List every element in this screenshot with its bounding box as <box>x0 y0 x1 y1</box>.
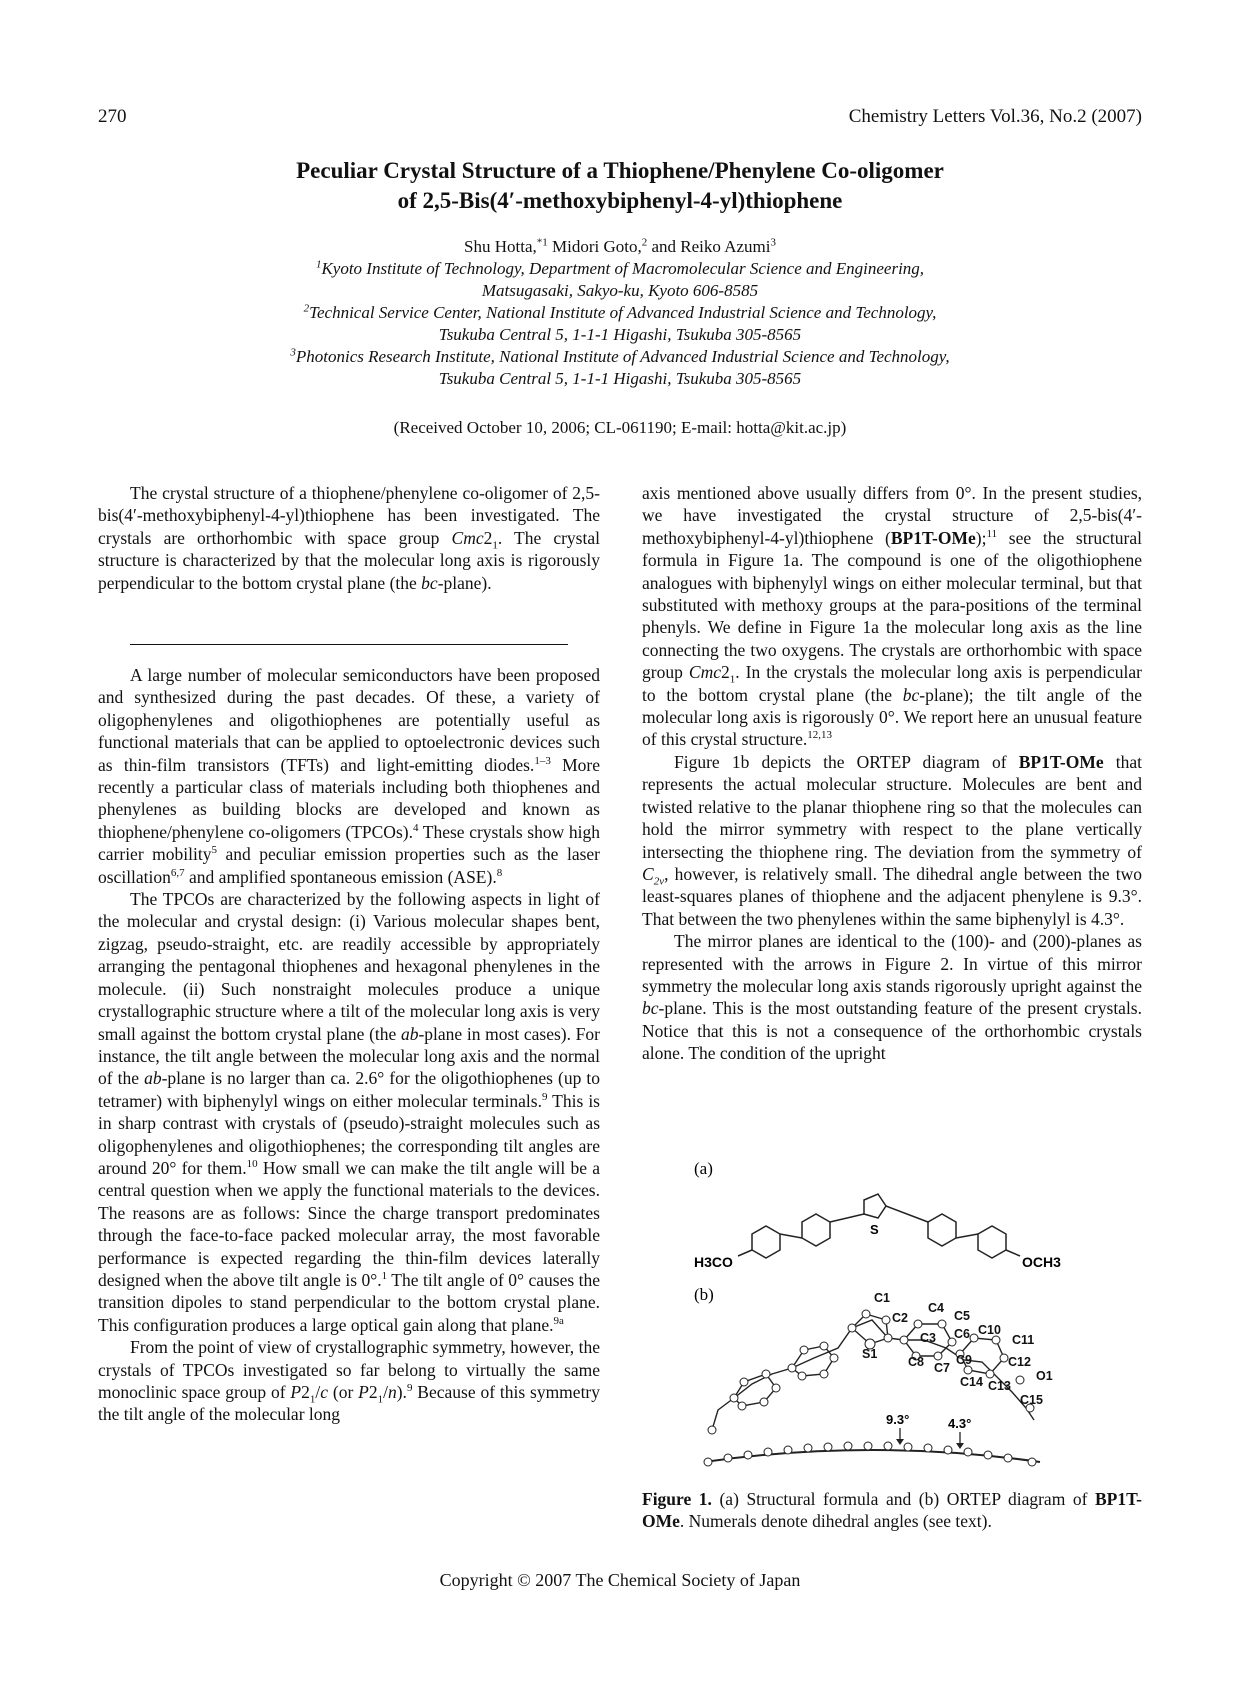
affiliation-2 <box>0 302 1240 346</box>
abstract-text: 1 <box>492 539 498 552</box>
title-line-1: Peculiar Crystal Structure of a Thiophene/Phenylene Co-oligomer <box>296 158 944 183</box>
abstract-text: bc <box>421 572 438 593</box>
affiliation-mark: 3 <box>290 346 296 359</box>
figure-caption <box>642 1488 1142 1533</box>
affiliation-3 <box>0 346 1240 390</box>
abstract <box>98 482 600 594</box>
angle-2-arrowhead <box>956 1443 964 1449</box>
author-3-mark: 3 <box>770 236 776 249</box>
body-column-left <box>98 664 600 1426</box>
author-1: Shu Hotta, <box>464 237 537 256</box>
panel-a-label: (a) <box>694 1159 713 1178</box>
affiliation-text: Kyoto Institute of Technology, Department of Macromolecular Science and Engineering, <box>321 259 925 278</box>
angle-2-label: 4.3° <box>948 1416 972 1431</box>
atom-label-c11: C11 <box>1012 1333 1035 1347</box>
atom-label-c5: C5 <box>954 1309 970 1323</box>
affiliation-text: Technical Service Center, National Institute of Advanced Industrial Science and Technology, <box>309 303 937 322</box>
atom-label-c3: C3 <box>920 1331 936 1345</box>
abstract-text: The crystal structure of a thiophene/phenylene co-oligomer of 2,5-bis(4′-methoxybiphenyl-4-yl)thiophene has been investigated. The crystals are orthorhombic with space group <box>98 483 600 548</box>
title-line-2: of 2,5-Bis(4′-methoxybiphenyl-4-yl)thiophene <box>397 188 843 213</box>
atom-label-c2: C2 <box>892 1311 908 1325</box>
paragraph-4: Figure 1b depicts the ORTEP diagram of BP1T-OMe that represents the actual molecular structure. Molecules are bent and twisted relative to the planar thiophene ring so that the molecules can hold the mirror symmetry with respect to the plane vertically intersecting the thiophene ring. The deviation from the symmetry of $C_{2v}$, however, is relatively small. The dihedral angle between the two least-squares planes of thiophene and the adjacent phenylene is 9.3°. That between the two phenylenes within the same biphenylyl is 4.3°. <box>642 751 1142 929</box>
caption-text: BP1T-OMe <box>642 1489 1142 1532</box>
affiliations <box>0 258 1240 390</box>
paragraph-1: A large number of molecular semiconductors have been proposed and synthesized during the past decades. Of these, a variety of oligophenylenes and oligothiophenes are potentially useful as functional materials that can be applied to optoelectronic devices such as thin-film transistors (TFTs) and light-emitting diodes.$^{1-3}$ More recently a particular class of materials including both thiophenes and phenylenes as building blocks are developed and known as thiophene/phenylene co-oligomers (TPCOs).$^4$ These crystals show high carrier mobility$^5$ and peculiar emission properties such as the laser oscillation$^{6,7}$ and amplified spontaneous emission (ASE).$^8$ <box>98 665 600 887</box>
abstract-text: Cmc <box>451 527 484 548</box>
atom-label-c1: C1 <box>874 1291 890 1305</box>
atom-label-c10: C10 <box>978 1323 1001 1337</box>
author-list <box>0 236 1240 258</box>
author-3: and Reiko Azumi <box>647 237 771 256</box>
journal-citation: Chemistry Letters Vol.36, No.2 (2007) <box>848 106 1142 127</box>
atom-label-c13: C13 <box>988 1379 1011 1393</box>
paper-title <box>0 156 1240 216</box>
paragraph-2: The TPCOs are characterized by the following aspects in light of the molecular and crystal design: (i) Various molecular shapes bent, zigzag, pseudo-straight, etc. are readily accessible by appropriately arranging the pentagonal thiophenes and hexagonal phenylenes in the molecule. (ii) Such nonstraight molecules produce a unique crystallographic structure where a tilt of the molecular long axis is very small against the bottom crystal plane (the ab-plane in most cases). For instance, the tilt angle between the molecular long axis and the normal of the ab-plane is no larger than ca. 2.6° for the oligothiophenes (up to tetramer) with biphenylyl wings on either molecular terminals.$^9$ This is in sharp contrast with crystals of (pseudo)-straight molecules such as oligophenylenes and oligothiophenes; the corresponding tilt angles are around 20° for them.$^{10}$ How small we can make the tilt angle will be a central question when we apply the functional materials to the devices. The reasons are as follows: Since the charge transport predominates through the face-to-face packed molecular array, the most favorable performance is expected regarding the thin-film devices laterally designed when the above tilt angle is 0°.$^1$ The tilt angle of 0° causes the transition dipoles to stand perpendicular to the bottom crystal plane. This configuration produces a large optical gain along that plane.$^{9a}$ <box>98 889 600 1335</box>
right-methoxy-label: OCH3 <box>1022 1254 1061 1270</box>
abstract-text: -plane). <box>437 572 492 593</box>
author-1-mark: *1 <box>536 236 548 249</box>
structural-formula <box>738 1194 1020 1258</box>
affiliation-mark: 1 <box>315 258 322 271</box>
angle-1-arrowhead <box>896 1439 904 1445</box>
atom-label-c7: C7 <box>934 1361 950 1375</box>
author-2: Midori Goto, <box>547 237 642 256</box>
affiliation-mark: 2 <box>303 302 310 315</box>
atom-label-c8: C8 <box>908 1355 924 1369</box>
sulfur-label: S <box>870 1222 879 1237</box>
caption-label: Figure 1. <box>642 1489 712 1509</box>
atom-label-c9: C9 <box>956 1353 972 1367</box>
abstract-text: . The crystal structure is characterized by that the molecular long axis is rigorously perpendicular to the bottom crystal plane (the <box>98 527 600 593</box>
caption-text: . Numerals denote dihedral angles (see text). <box>679 1511 992 1532</box>
angle-1-label: 9.3° <box>886 1412 910 1427</box>
atom-label-o1: O1 <box>1036 1369 1053 1383</box>
page-number: 270 <box>98 106 127 127</box>
affiliation-text: Matsugasaki, Sakyo-ku, Kyoto 606-8585 <box>481 281 759 300</box>
paragraph-5: The mirror planes are identical to the (100)- and (200)-planes as represented with the arrows in Figure 2. In virtue of this mirror symmetry the molecular long axis stands rigorously upright against the bc-plane. This is the most outstanding feature of the present crystals. Notice that this is not a consequence of the orthorhombic crystals alone. The condition of the upright <box>642 931 1142 1064</box>
abstract-text: 2 <box>483 527 493 548</box>
received-line: (Received October 10, 2006; CL-061190; E-mail: hotta@kit.ac.jp) <box>393 418 847 437</box>
ortep-side-view <box>704 1412 1040 1466</box>
atom-label-c14: C14 <box>960 1375 983 1389</box>
abstract-divider <box>130 644 568 645</box>
atom-labels <box>862 1291 1053 1407</box>
caption-text: (a) Structural formula and (b) ORTEP diagram of <box>711 1489 1095 1509</box>
affiliation-text: Tsukuba Central 5, 1-1-1 Higashi, Tsukuba 305-8565 <box>438 325 802 344</box>
affiliation-1 <box>0 258 1240 302</box>
affiliation-text: Photonics Research Institute, National Institute of Advanced Industrial Science and Technology, <box>295 347 950 366</box>
author-2-mark: 2 <box>641 236 648 249</box>
figure-1 <box>642 1152 1142 1482</box>
atom-label-c6: C6 <box>954 1327 970 1341</box>
paragraph-3-continued: axis mentioned above usually differs from 0°. In the present studies, we have investigated the crystal structure of 2,5-bis(4′-methoxybiphenyl-4-yl)thiophene (BP1T-OMe);$^{11}$ see the structural formula in Figure 1a. The compound is one of the oligothiophene analogues with biphenylyl wings on either molecular terminal, but that substituted with methoxy groups at the para-positions of the terminal phenyls. We define in Figure 1a the molecular long axis as the line connecting the two oxygens. The crystals are orthorhombic with space group $Cmc2_1$. In the crystals the molecular long axis is perpendicular to the bottom crystal plane (the bc-plane); the tilt angle of the molecular long axis is rigorously 0°. We report here an unusual feature of this crystal structure.$^{12,13}$ <box>642 483 1143 750</box>
copyright-footer: Copyright © 2007 The Chemical Society of Japan <box>439 1570 801 1590</box>
left-methoxy-label: H3CO <box>694 1254 733 1270</box>
atom-label-c12: C12 <box>1008 1355 1031 1369</box>
body-column-right <box>642 482 1142 1065</box>
affiliation-text: Tsukuba Central 5, 1-1-1 Higashi, Tsukuba 305-8565 <box>438 369 802 388</box>
atom-label-c4: C4 <box>928 1301 944 1315</box>
atom-label-c15: C15 <box>1020 1393 1043 1407</box>
panel-b-label: (b) <box>694 1285 714 1304</box>
paragraph-3: From the point of view of crystallographic symmetry, however, the crystals of TPCOs investigated so far belong to virtually the same monoclinic space group of $P2_1/c$ (or $P2_1/n).^9$ Because of this symmetry the tilt angle of the molecular long <box>98 1337 601 1425</box>
atom-label-s1: S1 <box>862 1347 878 1361</box>
